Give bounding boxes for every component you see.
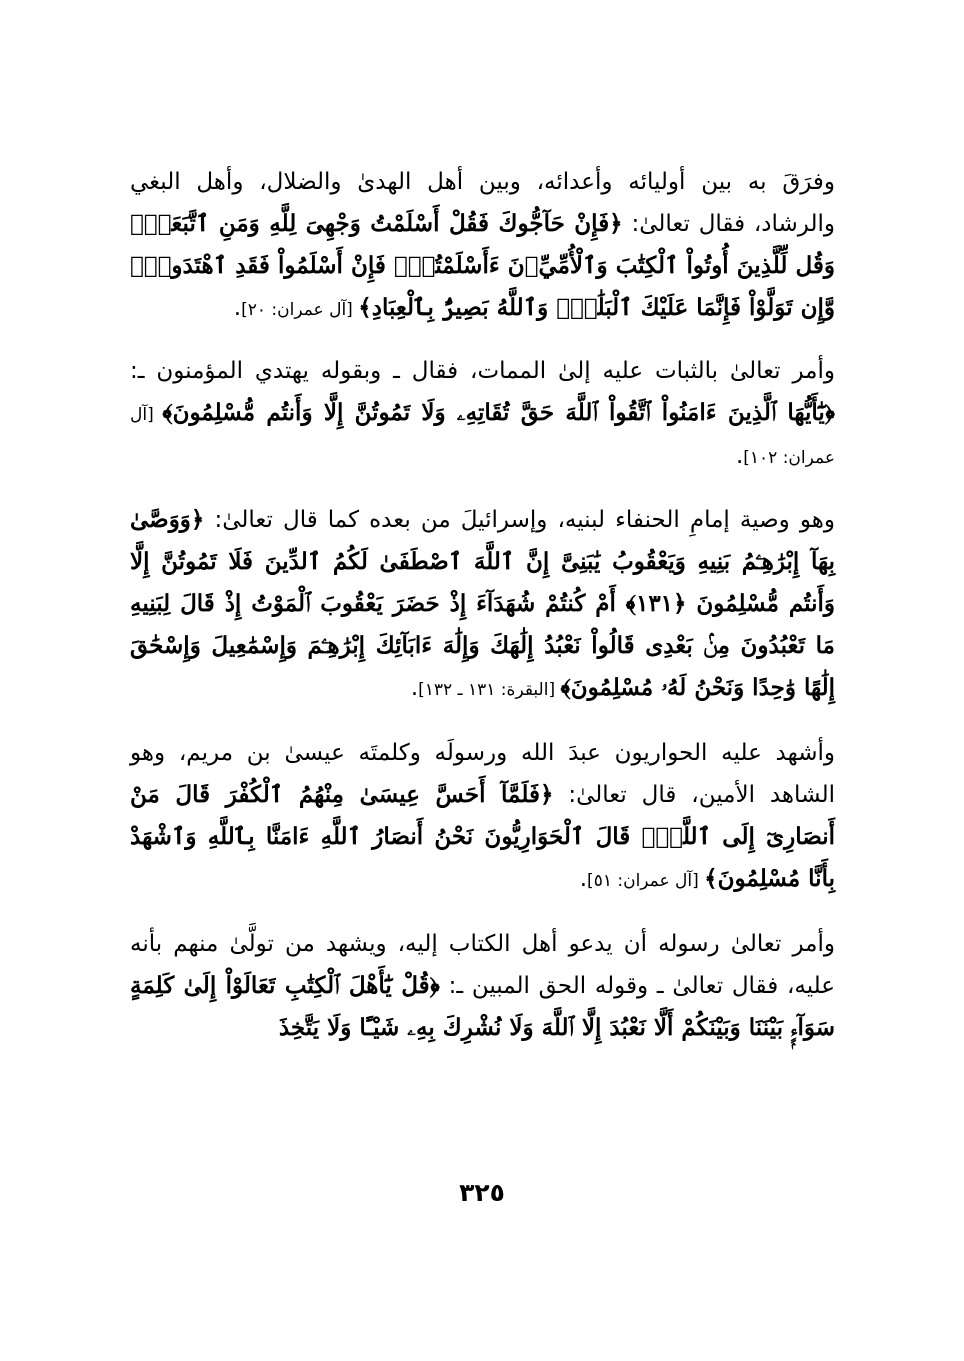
paragraph-2-reference: [آل عمران: ١٠٢] — [130, 405, 835, 468]
paragraph-5 — [130, 924, 835, 1051]
paragraph-1-end: . — [233, 295, 242, 321]
paragraph-4 — [130, 733, 835, 902]
page-body — [130, 162, 835, 1051]
paragraph-1-reference: [آل عمران: ٢٠] — [241, 300, 359, 320]
paragraph-5-text: وأمر تعالىٰ رسوله أن يدعو أهل الكتاب إليه، ويشهد من تولَّىٰ منهم بأنه عليه، فقال تعالىٰ ـ وقوله الحق المبين ـ: — [130, 931, 835, 999]
paragraph-1-text: وفرَقَ به بين أوليائه وأعدائه، وبين أهل الهدىٰ والضلال، وأهل البغي والرشاد، فقال تعالىٰ: — [130, 169, 836, 237]
paragraph-3-verse: ﴿وَوَصَّىٰ بِهَآ إِبْرَٰهِـۧمُ بَنِيهِ وَيَعْقُوبُ يَٰبَنِىَّ إِنَّ ٱللَّهَ ٱصْطَفَىٰ لَكُمُ ٱلدِّينَ فَلَا تَمُوتُنَّ إِلَّا وَأَنتُم مُّسْلِمُونَ ﴿١٣١﴾ أَمْ كُنتُمْ شُهَدَآءَ إِذْ حَضَرَ يَعْقُوبَ ٱلْمَوْتُ إِذْ قَالَ لِبَنِيهِ مَا تَعْبُدُونَ مِنۢ بَعْدِى قَالُواْ نَعْبُدُ إِلَٰهَكَ وَإِلَٰهَ ءَابَآئِكَ إِبْرَٰهِـۧمَ وَإِسْمَٰعِيلَ وَإِسْحَٰقَ إِلَٰهًا وَٰحِدًا وَنَحْنُ لَهُۥ مُسْلِمُونَ﴾ — [130, 506, 835, 701]
paragraph-2 — [130, 351, 835, 479]
paragraph-5-verse: ﴿قُلْ يَٰٓأَهْلَ ٱلْكِتَٰبِ تَعَالَوْاْ إِلَىٰ كَلِمَةٍ سَوَآءٍۭ بَيْنَنَا وَبَيْنَكُمْ أَلَّا نَعْبُدَ إِلَّا ٱللَّهَ وَلَا نُشْرِكَ بِهِۦ شَيْـًٔا وَلَا يَتَّخِذَ — [130, 972, 835, 1041]
paragraph-1 — [130, 162, 835, 331]
paragraph-2-end: . — [735, 443, 744, 469]
paragraph-3-reference: [البقرة: ١٣١ ـ ١٣٢] — [418, 680, 561, 700]
paragraph-4-reference: [آل عمران: ٥١] — [587, 871, 705, 891]
paragraph-4-verse: ﴿فَلَمَّآ أَحَسَّ عِيسَىٰ مِنْهُمُ ٱلْكُفْرَ قَالَ مَنْ أَنصَارِىٓ إِلَى ٱللَّهِۖ قَالَ ٱلْحَوَارِيُّونَ نَحْنُ أَنصَارُ ٱللَّهِ ءَامَنَّا بِٱللَّهِ وَٱشْهَدْ بِأَنَّا مُسْلِمُونَ﴾ — [130, 781, 835, 892]
paragraph-1-verse: ﴿فَإِنْ حَآجُّوكَ فَقُلْ أَسْلَمْتُ وَجْهِىَ لِلَّهِ وَمَنِ ٱتَّبَعَنِۗ وَقُل لِّلَّذِينَ أُوتُواْ ٱلْكِتَٰبَ وَٱلْأُمِّيِّۦنَ ءَأَسْلَمْتُمْۚ فَإِنْ أَسْلَمُواْ فَقَدِ ٱهْتَدَواْۖ وَّإِن تَوَلَّوْاْ فَإِنَّمَا عَلَيْكَ ٱلْبَلَٰغُۗ وَٱللَّهُ بَصِيرٌۢ بِٱلْعِبَادِ﴾ — [130, 210, 835, 321]
paragraph-3 — [130, 499, 835, 711]
paragraph-3-text: وهو وصية إمامِ الحنفاء لبنيه، وإسرائيلَ من بعده كما قال تعالىٰ: — [204, 507, 835, 533]
paragraph-2-verse: ﴿يَٰٓأَيُّهَا ٱلَّذِينَ ءَامَنُواْ ٱتَّقُواْ ٱللَّهَ حَقَّ تُقَاتِهِۦ وَلَا تَمُوتُنَّ إِلَّا وَأَنتُم مُّسْلِمُونَ﴾ — [162, 399, 835, 426]
paragraph-2-text: وأمر تعالىٰ بالثبات عليه إلىٰ الممات، فقال ـ وبقوله يهتدي المؤمنون ـ: — [130, 358, 835, 384]
paragraph-4-end: . — [579, 866, 588, 892]
paragraph-3-end: . — [410, 675, 419, 701]
paragraph-4-text: وأشهد عليه الحواريون عبدَ الله ورسولَه وكلمتَه عيسىٰ بن مريم، وهو الشاهد الأمين، قال تعالىٰ: — [130, 740, 835, 808]
page-number: ٣٢٥ — [459, 1178, 505, 1207]
